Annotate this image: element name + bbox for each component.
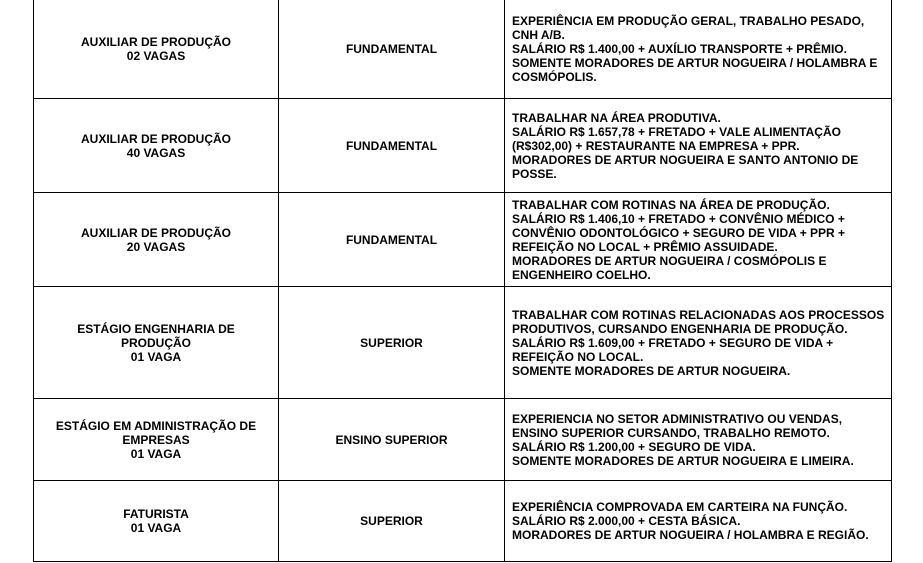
job-detail-line: MORADORES DE ARTUR NOGUEIRA E SANTO ANTONIO DE POSSE. — [512, 152, 859, 181]
job-details-cell — [505, 193, 892, 287]
job-detail-line: SOMENTE MORADORES DE ARTUR NOGUEIRA. — [512, 363, 791, 378]
table-row — [34, 99, 892, 193]
job-vacancies: 01 VAGA — [130, 349, 182, 364]
job-vacancies: 02 VAGAS — [126, 48, 186, 63]
job-vacancies: 01 VAGA — [130, 521, 182, 535]
job-detail-line: SALÁRIO R$ 1.609,00 + FRETADO + SEGURO DE VIDA + REFEIÇÃO NO LOCAL. — [512, 335, 834, 364]
job-vacancies: 01 VAGA — [130, 446, 182, 461]
job-details-cell — [505, 99, 892, 193]
job-title: AUXILIAR DE PRODUÇÃO — [80, 225, 231, 240]
job-vacancies: 40 VAGAS — [126, 145, 186, 160]
job-title-cell — [34, 193, 279, 287]
table-row — [34, 0, 892, 99]
job-title: AUXILIAR DE PRODUÇÃO — [80, 34, 231, 49]
job-details-cell — [505, 0, 892, 99]
job-detail-line: SOMENTE MORADORES DE ARTUR NOGUEIRA / HOLAMBRA E COSMÓPOLIS. — [512, 55, 878, 84]
education-cell: FUNDAMENTAL — [279, 0, 505, 99]
job-title-cell — [34, 287, 279, 399]
job-detail-line: EXPERIENCIA NO SETOR ADMINISTRATIVO OU VENDAS, ENSINO SUPERIOR CURSANDO, TRABALHO REMOTO. — [512, 411, 843, 440]
job-detail-line: SALÁRIO R$ 1.400,00 + AUXÍLIO TRANSPORTE + PRÊMIO. — [512, 41, 847, 56]
job-detail-line: SALÁRIO R$ 2.000,00 + CESTA BÁSICA. — [512, 514, 741, 528]
job-details-cell — [505, 287, 892, 399]
job-title-cell — [34, 399, 279, 481]
job-title-cell — [34, 99, 279, 193]
table-row — [34, 481, 892, 562]
job-title: ESTÁGIO EM ADMINISTRAÇÃO DE EMPRESAS — [55, 418, 257, 447]
job-detail-line: TRABALHAR COM ROTINAS RELACIONADAS AOS PROCESSOS PRODUTIVOS, CURSANDO ENGENHARIA DE PRODUÇÃO. — [512, 307, 885, 336]
job-detail-line: SALÁRIO R$ 1.406,10 + FRETADO + CONVÊNIO MÉDICO + CONVÊNIO ODONTOLÓGICO + SEGURO DE VIDA + PPR + REFEIÇÃO NO LOCAL + PRÊMIO ASSUIDADE. — [512, 211, 846, 254]
job-detail-line: MORADORES DE ARTUR NOGUEIRA / HOLAMBRA E REGIÃO. — [512, 528, 869, 542]
table-row — [34, 287, 892, 399]
education-cell: SUPERIOR — [279, 481, 505, 562]
education-cell: SUPERIOR — [279, 287, 505, 399]
job-title-cell — [34, 481, 279, 562]
job-detail-line: SALÁRIO R$ 1.200,00 + SEGURO DE VIDA. — [512, 439, 756, 454]
education-cell: FUNDAMENTAL — [279, 193, 505, 287]
job-vacancies: 20 VAGAS — [126, 239, 186, 254]
education-cell: FUNDAMENTAL — [279, 99, 505, 193]
job-listings-table — [33, 0, 892, 562]
job-title: FATURISTA — [123, 507, 189, 521]
education-cell: ENSINO SUPERIOR — [279, 399, 505, 481]
table-row — [34, 193, 892, 287]
job-details-cell — [505, 399, 892, 481]
job-title: AUXILIAR DE PRODUÇÃO — [80, 131, 231, 146]
job-detail-line: TRABALHAR COM ROTINAS NA ÁREA DE PRODUÇÃO. — [512, 197, 830, 212]
job-detail-line: SOMENTE MORADORES DE ARTUR NOGUEIRA E LIMEIRA. — [512, 453, 854, 468]
job-detail-line: EXPERIÊNCIA COMPROVADA EM CARTEIRA NA FUNÇÃO. — [512, 500, 848, 514]
table-row — [34, 399, 892, 481]
job-detail-line: EXPERIÊNCIA EM PRODUÇÃO GERAL, TRABALHO PESADO, CNH A/B. — [512, 13, 865, 42]
job-title: ESTÁGIO ENGENHARIA DE PRODUÇÃO — [77, 321, 235, 350]
job-detail-line: MORADORES DE ARTUR NOGUEIRA / COSMÓPOLIS E ENGENHEIRO COELHO. — [512, 253, 827, 282]
job-title-cell — [34, 0, 279, 99]
job-details-cell — [505, 481, 892, 562]
job-detail-line: SALÁRIO R$ 1.657,78 + FRETADO + VALE ALIMENTAÇÃO (R$302,00) + RESTAURANTE NA EMPRESA + PPR. — [512, 124, 841, 153]
job-detail-line: TRABALHAR NA ÁREA PRODUTIVA. — [512, 110, 721, 125]
